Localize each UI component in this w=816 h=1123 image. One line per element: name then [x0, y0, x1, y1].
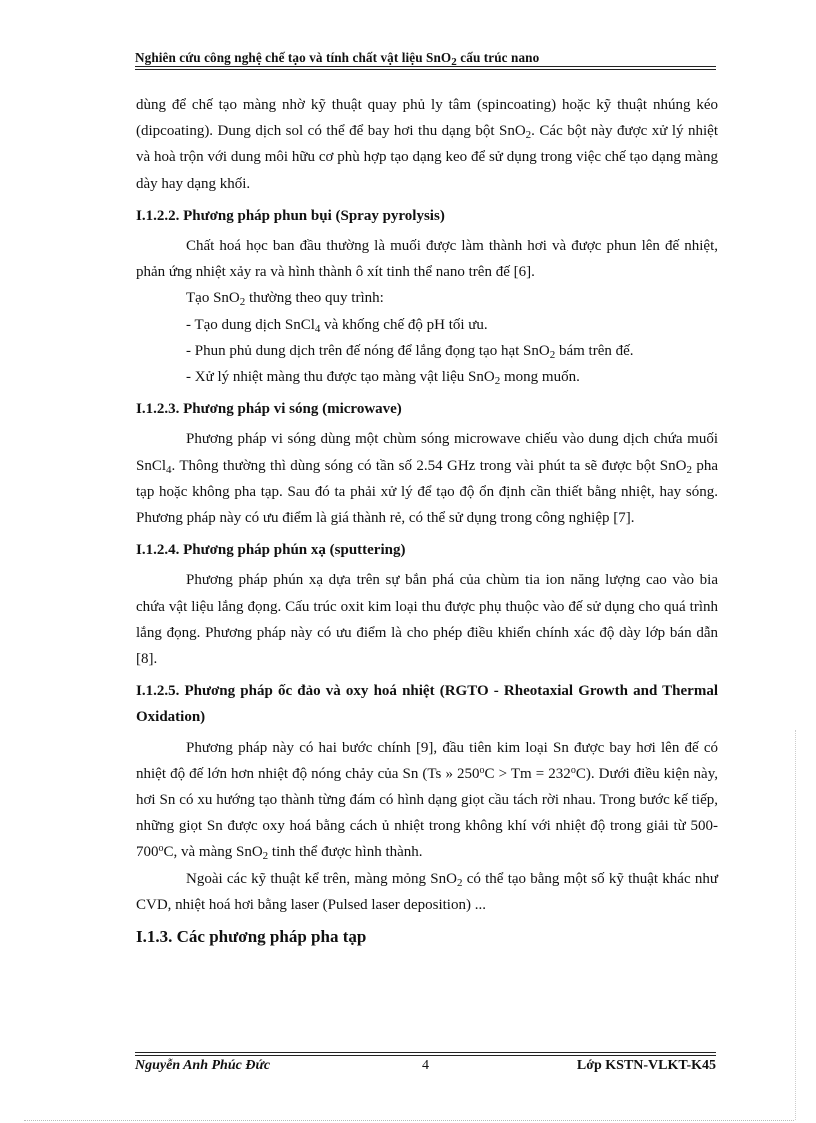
page-edge-bottom: [24, 1120, 794, 1121]
page-edge-right: [795, 730, 796, 1120]
paragraph-2: Chất hoá học ban đầu thường là muối được làm thành hơi và được phun lên đế nhiệt, phản ứng nhiệt xảy ra và hình thành ô xít tinh thể nano trên đế [6].: [136, 238, 718, 281]
page-number: 4: [422, 1058, 429, 1073]
page-header: [135, 50, 716, 66]
list-item-2: - Phun phủ dung dịch trên đế nóng để lắng đọng tạo hạt SnO$_2$ bám trên đế.: [186, 342, 634, 361]
paragraph-3: Phương pháp vi sóng dùng một chùm sóng microwave chiếu vào dung dịch chứa muối SnCl$_4$. Thông thường thì dùng sóng có tần số 2.54 GHz trong vài phút ta sẽ được bột SnO$_2$ pha tạp hoặc không pha tạp. Sau đó ta phải xử lý để tạo độ ổn định cần thiết bằng nhiệt, hay sóng. Phương pháp này có ưu điểm là giá thành rẻ, có thể sử dụng trong công nghiệp [7].: [136, 431, 718, 527]
heading-microwave: I.1.2.3. Phương pháp vi sóng (microwave): [136, 401, 402, 418]
paragraph-4: Phương pháp phún xạ dựa trên sự bắn phá của chùm tia ion năng lượng cao vào bia chứa vật liệu lắng đọng. Cấu trúc oxit kim loại thu được phụ thuộc vào đế sử dụng cho quá trình lắng đọng. Phương pháp này có ưu điểm là cho phép điều khiển chính xác độ dày lớp bán dẫn [8].: [136, 572, 718, 668]
list-intro: Tạo SnO$_2$ thường theo quy trình:: [186, 290, 384, 309]
header-rule: [135, 66, 716, 70]
body-content: [136, 92, 718, 950]
paragraph-5: Phương pháp này có hai bước chính [9], đầu tiên kim loại Sn được bay hơi lên đế có nhiệt độ đế lớn hơn nhiệt độ nóng chảy của Sn (Ts » $250^oC > Tm = 232^oC$). Dưới điều kiện này, hơi Sn có xu hướng tạo thành từng đám có hình dạng giọt cầu tách rời nhau. Trong bước kế tiếp, những giọt Sn được oxy hoá bằng cách ủ nhiệt trong không khí với nhiệt độ trong giải từ 500-700$^o$C, và màng SnO$_2$ tinh thể được hình thành.: [136, 739, 718, 863]
header-title: Nghiên cứu công nghệ chế tạo và tính chất vật liệu SnO: [135, 50, 452, 65]
header-title-end: cấu trúc nano: [456, 50, 540, 65]
footer-author: Nguyễn Anh Phúc Đức: [135, 1058, 271, 1073]
paragraph-6: Ngoài các kỹ thuật kể trên, màng mỏng SnO$_2$ có thể tạo bằng một số kỹ thuật khác như CVD, nhiệt hoá hơi bằng laser (Pulsed laser deposition) ...: [136, 870, 718, 913]
paragraph-1: dùng để chế tạo màng nhờ kỹ thuật quay phủ ly tâm (spincoating) hoặc kỹ thuật nhúng kéo (dipcoating). Dung dịch sol có thể để bay hơi thu dạng bột SnO$_2$. Các bột này được xử lý nhiệt và hoà trộn với dung môi hữu cơ phù hợp tạo dạng keo để sử dụng trong việc chế tạo dạng màng dày hay dạng khối.: [136, 97, 719, 192]
footer-class: Lớp KSTN-VLKT-K45: [576, 1058, 716, 1073]
heading-spray-pyrolysis: I.1.2.2. Phương pháp phun bụi (Spray pyrolysis): [136, 207, 445, 224]
heading-sputtering: I.1.2.4. Phương pháp phún xạ (sputtering): [136, 542, 406, 559]
heading-doping-methods: I.1.3. Các phương pháp pha tạp: [136, 927, 367, 947]
list-item-3: - Xử lý nhiệt màng thu được tạo màng vật liệu SnO$_2$ mong muốn.: [186, 369, 580, 388]
heading-rgto: I.1.2.5. Phương pháp ốc đảo và oxy hoá nhiệt (RGTO - Rheotaxial Growth and Thermal Oxidation): [136, 683, 718, 726]
list-item-1: - Tạo dung dịch SnCl$_4$ và khống chế độ pH tối ưu.: [186, 316, 488, 335]
header-subscript: 2: [451, 56, 457, 68]
footer-rule: [135, 1052, 716, 1056]
